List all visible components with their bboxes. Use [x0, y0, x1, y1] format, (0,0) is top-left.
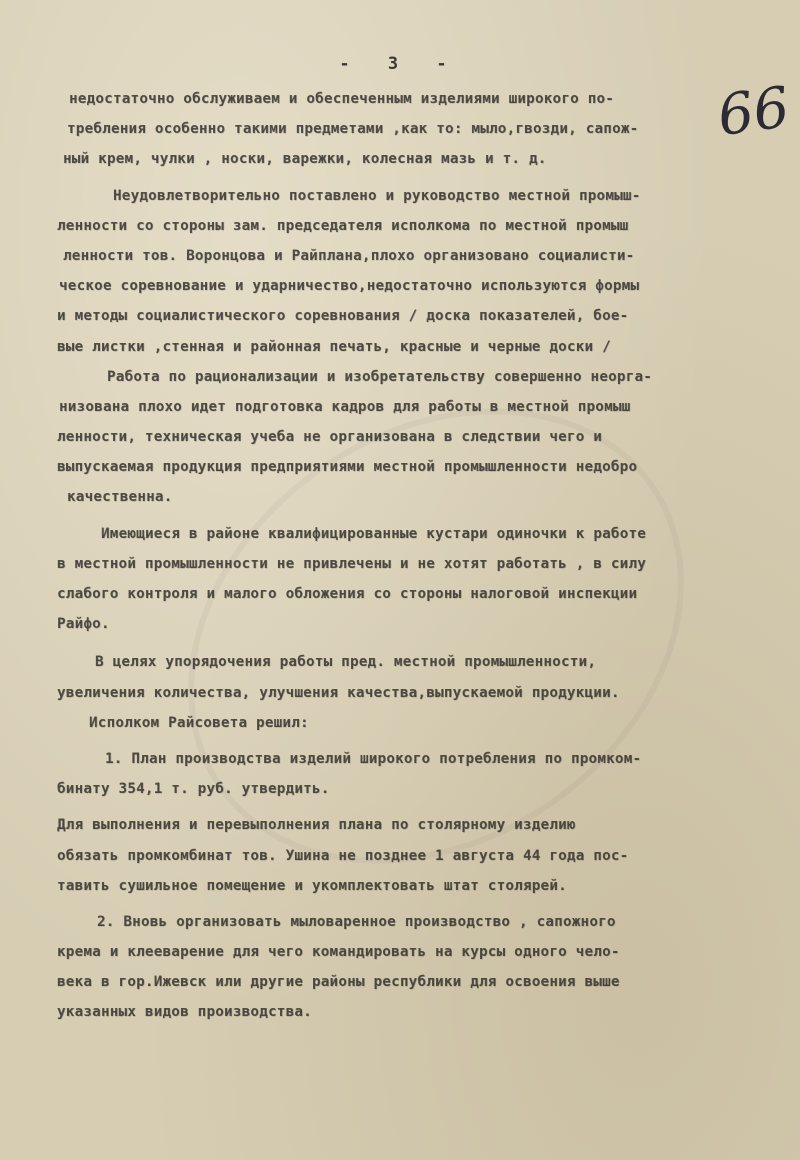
- text-line: увеличения количества, улучшения качества,выпускаемой продукции.: [57, 684, 620, 701]
- text-line: Райфо.: [57, 616, 110, 633]
- text-line: качественна.: [67, 489, 173, 506]
- text-line: 2. Вновь организовать мыловаренное производство , сапожного: [97, 913, 616, 930]
- text-line: указанных видов производства.: [57, 1004, 312, 1021]
- text-line: 1. План производства изделий широкого потребления по промком-: [105, 750, 642, 767]
- text-line: выпускаемая продукция предприятиями местной промышленности недобро: [57, 459, 638, 476]
- page-header: - 3 -: [339, 54, 461, 74]
- text-line: Исполком Райсовета решил:: [89, 714, 309, 731]
- text-line: недостаточно обслуживаем и обеспеченным изделиями широкого по-: [69, 91, 615, 107]
- text-line: тавить сушильное помещение и укомплектовать штат столярей.: [57, 877, 567, 894]
- document-body: [57, 84, 777, 1028]
- text-line: требления особенно такими предметами ,как то: мыло,гвозди, сапож-: [67, 121, 639, 138]
- text-line: бинату 354,1 т. руб. утвердить.: [57, 781, 330, 798]
- text-line: ленности, техническая учеба не организована в следствии чего и: [57, 429, 603, 446]
- text-line: слабого контроля и малого обложения со стороны налоговой инспекции: [57, 586, 638, 602]
- text-line: ный крем, чулки , носки, варежки, колесная мазь и т. д.: [63, 151, 547, 168]
- text-line: Неудовлетворительно поставлено и руководство местной промыш-: [113, 187, 641, 204]
- text-line: Имеющиеся в районе квалифицированные кустари одиночки к работе: [101, 525, 647, 542]
- text-line: обязать промкомбинат тов. Ушина не позднее 1 августа 44 года пос-: [57, 847, 629, 864]
- text-line: В целях упорядочения работы пред. местной промышленности,: [95, 654, 597, 671]
- text-line: века в гор.Ижевск или другие районы республики для освоения выше: [57, 974, 620, 991]
- text-line: крема и клееварение для чего командировать на курсы одного чело-: [57, 944, 620, 961]
- text-line: вые листки ,стенная и районная печать, красные и черные доски /: [57, 338, 611, 355]
- text-line: ленности тов. Воронцова и Райплана,плохо организовано социалисти-: [63, 247, 635, 264]
- text-line: и методы социалистического соревнования / доска показателей, бое-: [57, 308, 629, 325]
- text-line: ленности со стороны зам. председателя исполкома по местной промыш: [57, 217, 629, 234]
- text-line: Для выполнения и перевыполнения плана по столярному изделию: [57, 817, 576, 834]
- text-line: низована плохо идет подготовка кадров для работы в местной промыш: [59, 398, 631, 415]
- text-line: ческое соревнование и ударничество,недостаточно используются формы: [59, 278, 640, 295]
- text-line: в местной промышленности не привлечены и не хотят работать , в силу: [57, 555, 647, 572]
- text-line: Работа по рационализации и изобретательству совершенно неорга-: [107, 368, 653, 385]
- handwritten-page-number: 66: [713, 74, 794, 150]
